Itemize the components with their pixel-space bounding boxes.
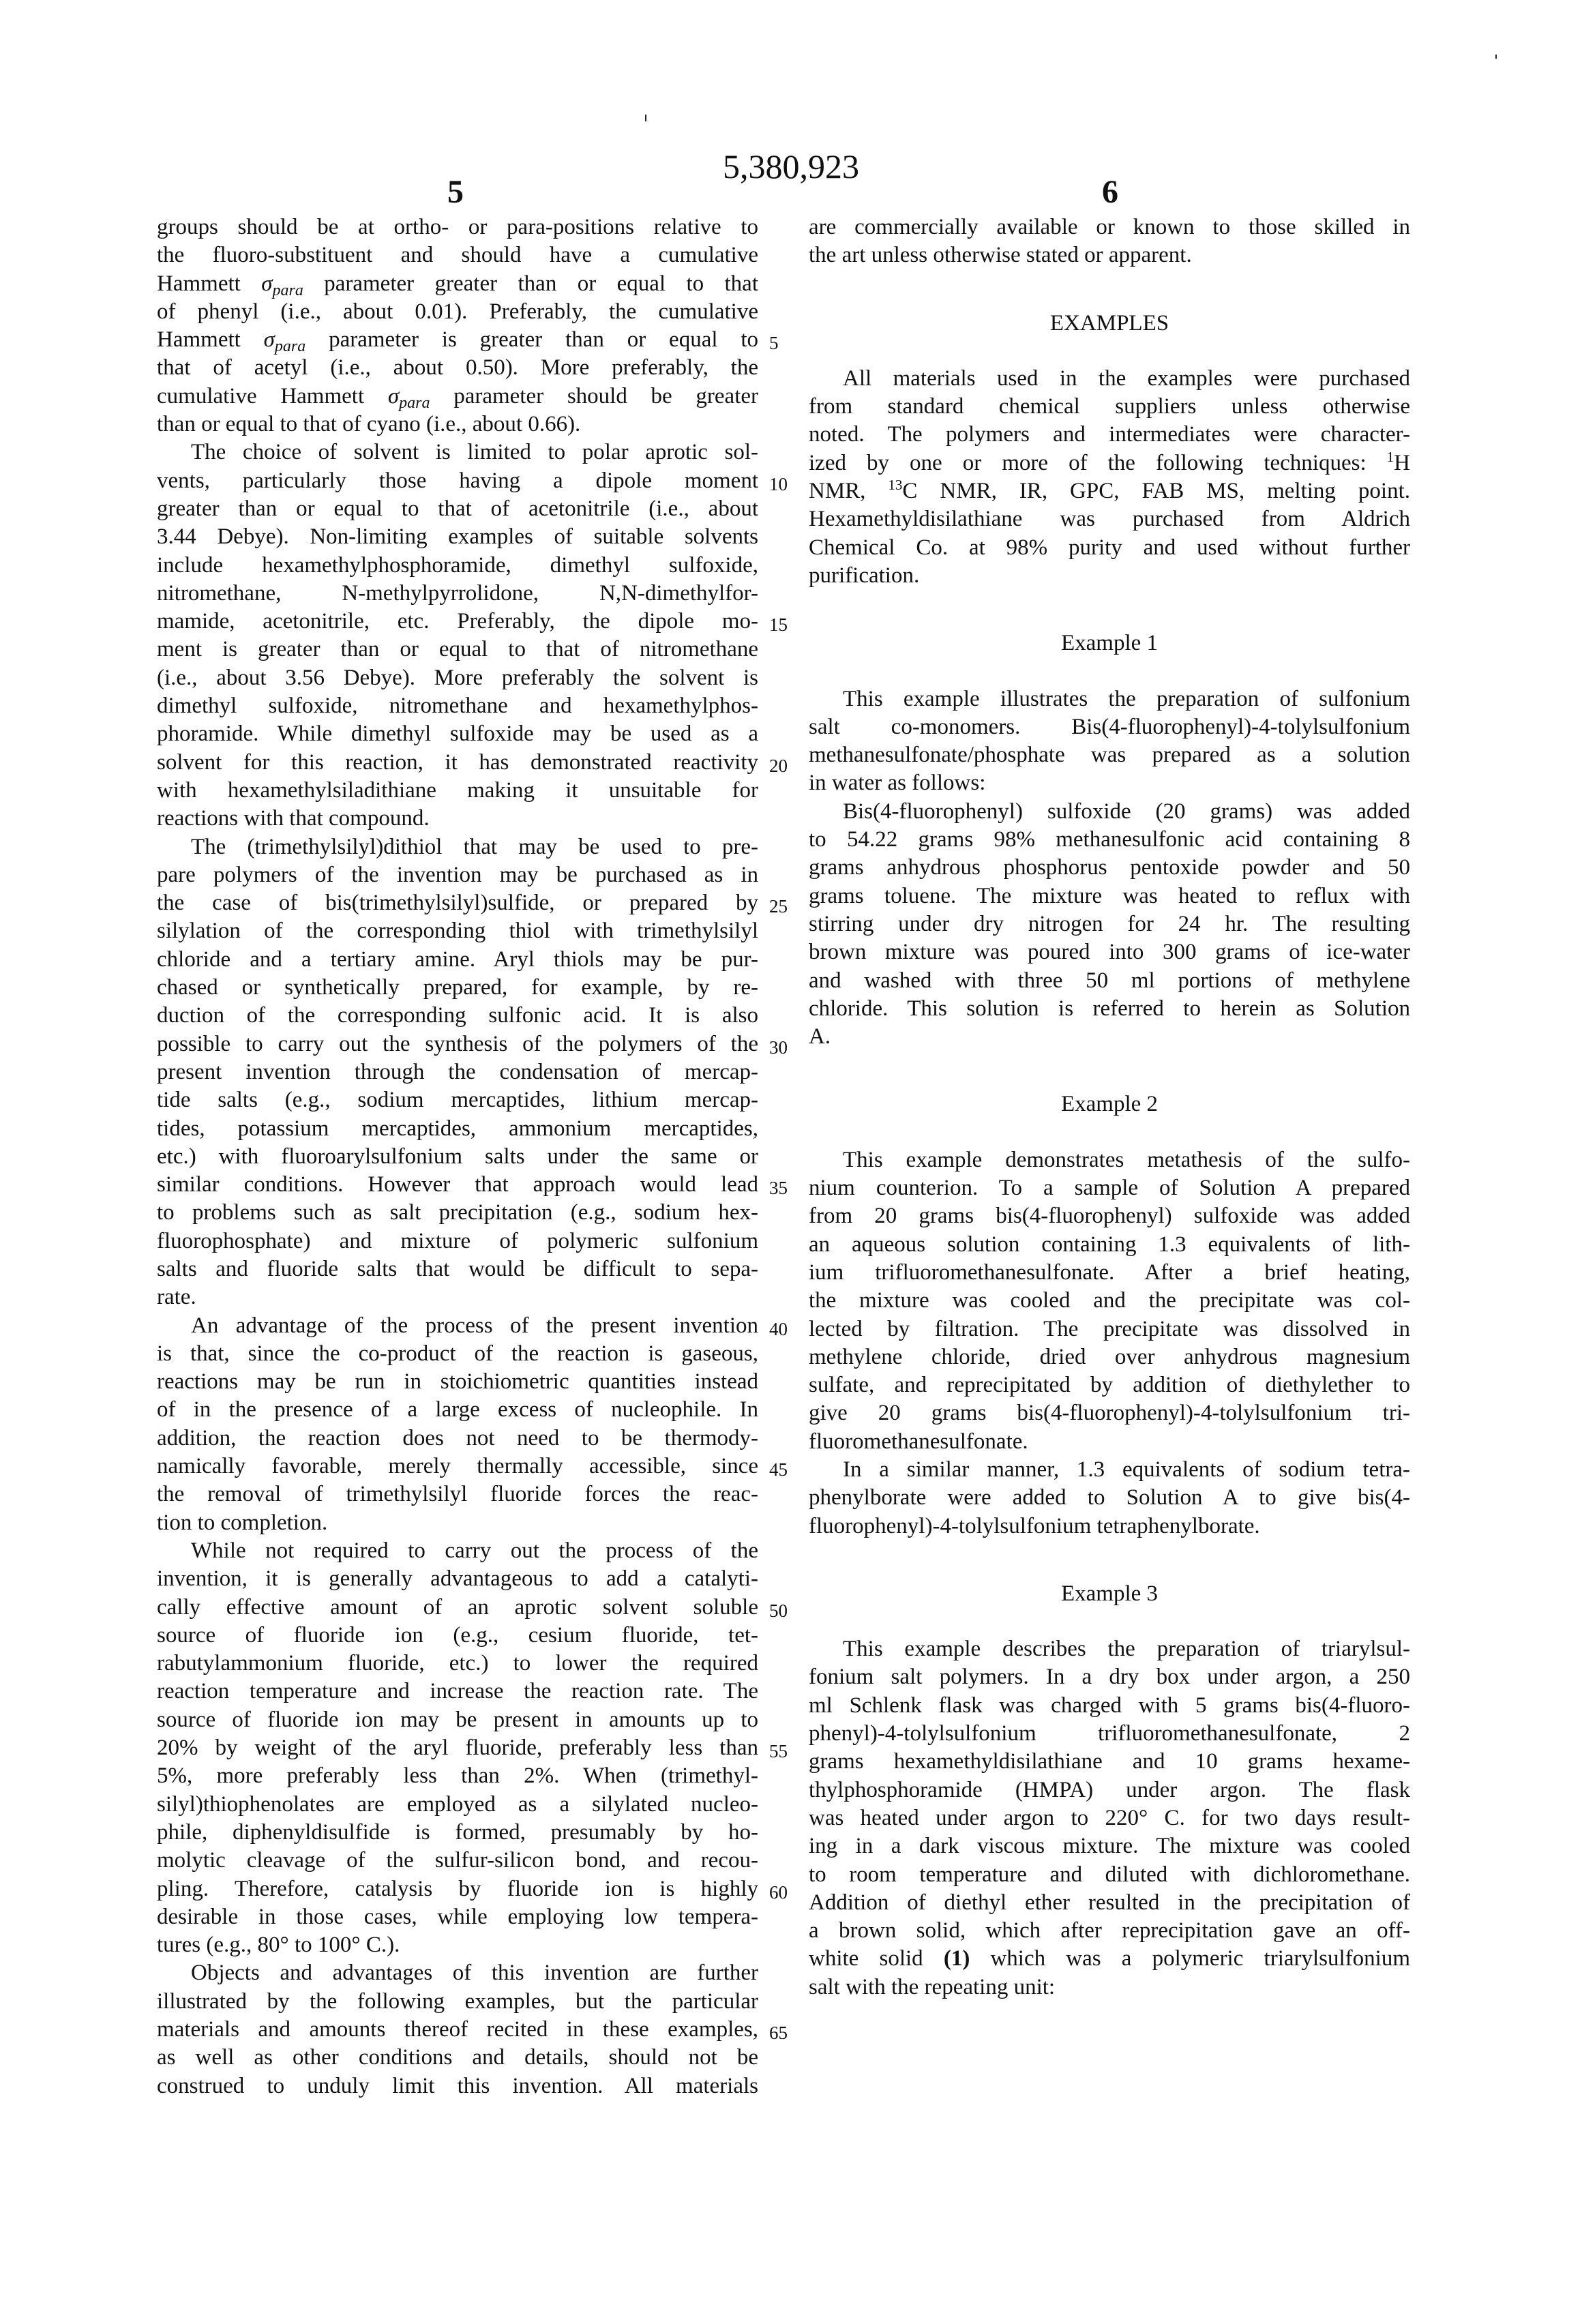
text-line: Objects and advantages of this invention are further [191,1961,758,1986]
text-line: the art unless otherwise stated or apparent. [809,243,1192,268]
text-line: dimethyl sulfoxide, nitromethane and hexamethylphos- [157,694,758,719]
text-line: grams hexamethyldisilathiane and 10 grams hexame- [809,1749,1410,1774]
text-line: Chemical Co. at 98% purity and used without further [809,535,1410,560]
sigma-symbol: σ [261,271,273,296]
right-text-column [809,213,1410,2001]
line-number: 15 [769,614,788,636]
text-line: possible to carry out the synthesis of the polymers of the [157,1031,758,1056]
text-line: ml Schlenk flask was charged with 5 grams bis(4-fluoro- [809,1693,1410,1718]
line-number: 55 [769,1741,788,1762]
text-line: chloride. This solution is referred to herein as Solution [809,996,1410,1021]
spacer [809,1608,1410,1635]
text-line: 20% by weight of the aryl fluoride, preferably less than [157,1735,758,1761]
text-line: tides, potassium mercaptides, ammonium mercaptides, [157,1116,758,1141]
text-line: While not required to carry out the process of the [191,1538,758,1563]
spacer [809,1119,1410,1146]
text-line: source of fluoride ion (e.g., cesium fluoride, tet- [157,1622,758,1648]
text-line: of in the presence of a large excess of nucleophile. In [157,1397,758,1422]
compound-label: (1) [943,1946,970,1971]
text-line: The (trimethylsilyl)dithiol that may be used to pre- [191,834,758,859]
text-line: noted. The polymers and intermediates were character- [809,422,1410,447]
text-line: materials and amounts thereof recited in these examples, [157,2017,758,2042]
text-line: cally effective amount of an aprotic solvent soluble [157,1594,758,1620]
text-line: tures (e.g., 80° to 100° C.). [157,1933,400,1958]
text-line: give 20 grams bis(4-fluorophenyl)-4-tolylsulfonium tri- [809,1401,1410,1426]
text-line: reactions may be run in stoichiometric quantities instead [157,1369,758,1395]
text-line: reactions with that compound. [157,806,430,831]
text-line: fluorophenyl)-4-tolylsulfonium tetraphenylborate. [809,1513,1260,1538]
text-line: silylation of the corresponding thiol with trimethylsilyl [157,919,758,944]
text-span: Hammett [157,271,262,296]
line-number: 10 [769,473,788,494]
text-span: ized by one or more of the following techniques: [809,450,1387,475]
subscript-para: para [272,281,303,299]
text-line: to room temperature and diluted with dichloromethane. [809,1862,1410,1887]
text-line: as well as other conditions and details, should not be [157,2045,758,2070]
text-line: than or equal to that of cyano (i.e., about 0.66). [157,412,581,437]
spacer [809,1051,1410,1090]
text-line: ment is greater than or equal to that of nitromethane [157,637,758,662]
text-line: of phenyl (i.e., about 0.01). Preferably, the cumulative [157,299,758,324]
text-line: nitromethane, N-methylpyrrolidone, N,N-dimethylfor- [157,580,758,606]
text-line: namically favorable, merely thermally accessible, since [157,1454,758,1479]
section-heading: EXAMPLES [1049,310,1169,336]
text-line: Hexamethyldisilathiane was purchased from Aldrich [809,507,1410,532]
text-line: the removal of trimethylsilyl fluoride forces the reac- [157,1482,758,1507]
text-line: The choice of solvent is limited to polar aprotic sol- [191,440,758,465]
text-line: This example describes the preparation of triarylsul- [843,1637,1410,1662]
text-line: pare polymers of the invention may be purchased as in [157,862,758,887]
section-heading: Example 2 [1060,1092,1159,1117]
text-line: the case of bis(trimethylsilyl)sulfide, or prepared by [157,891,758,916]
text-span: cumulative Hammett [157,383,388,408]
line-number: 50 [769,1600,788,1621]
subscript-para: para [399,393,430,412]
text-span: parameter greater than or equal to that [303,271,758,296]
line-number: 5 [769,333,779,354]
spacer [809,1540,1410,1580]
text-line: tion to completion. [157,1510,328,1535]
text-line: duction of the corresponding sulfonic acid. It is also [157,1003,758,1028]
text-line: An advantage of the process of the present invention [191,1313,758,1338]
text-line: A. [809,1024,831,1049]
text-line: sulfate, and reprecipitated by addition of diethylether to [809,1373,1410,1398]
text-line: phile, diphenyldisulfide is formed, presumably by ho- [157,1819,758,1845]
text-line: reaction temperature and increase the reaction rate. The [157,1679,758,1704]
text-line: All materials used in the examples were purchased [843,366,1410,391]
text-line: methylene chloride, dried over anhydrous magnesium [809,1344,1410,1369]
column-number-left: 5 [447,174,464,210]
text-line: an aqueous solution containing 1.3 equivalents of lith- [809,1232,1410,1257]
text-line: construed to unduly limit this invention. All materials [157,2073,758,2098]
text-line: to 54.22 grams 98% methanesulfonic acid containing 8 [809,827,1410,852]
text-line: 3.44 Debye). Non-limiting examples of suitable solvents [157,524,758,550]
text-line: in water as follows: [809,771,986,796]
text-line: fluoromethanesulfonate. [809,1429,1028,1454]
line-number: 20 [769,755,788,776]
text-line: fonium salt polymers. In a dry box under argon, a 250 [809,1665,1410,1690]
text-line: phoramide. While dimethyl sulfoxide may be used as a [157,721,758,747]
text-line: with hexamethylsiladithiane making it unsuitable for [157,777,758,803]
text-span: C NMR, IR, GPC, FAB MS, melting point. [902,479,1410,504]
text-line: chloride and a tertiary amine. Aryl thiols may be pur- [157,947,758,972]
scan-speck [645,115,646,121]
text-line: Addition of diethyl ether resulted in the precipitation of [809,1890,1410,1915]
text-line: from 20 grams bis(4-fluorophenyl) sulfoxide was added [809,1204,1410,1229]
left-text-column [157,213,758,2100]
text-line: include hexamethylphosphoramide, dimethyl sulfoxide, [157,552,758,578]
text-line: from standard chemical suppliers unless otherwise [809,394,1410,419]
text-line: the fluoro-substituent and should have a cumulative [157,243,758,268]
superscript: 13 [888,477,903,494]
text-line: groups should be at ortho- or para-positions relative to [157,215,758,239]
superscript: 1 [1386,448,1394,465]
text-line: the mixture was cooled and the precipitate was col- [809,1288,1410,1313]
text-line: to problems such as salt precipitation (e.g., sodium hex- [157,1200,758,1225]
text-line: was heated under argon to 220° C. for two days result- [809,1805,1410,1830]
text-line: are commercially available or known to those skilled in [809,215,1410,239]
text-line: pling. Therefore, catalysis by fluoride ion is highly [157,1876,758,1901]
text-line [809,477,1410,505]
text-line: silyl)thiophenolates are employed as a silylated nucleo- [157,1791,758,1817]
text-line [809,1945,1410,1973]
line-number: 30 [769,1037,788,1058]
text-line: rate. [157,1285,196,1310]
text-line: This example illustrates the preparation of sulfonium [843,686,1410,711]
text-line: greater than or equal to that of acetonitrile (i.e., about [157,496,758,521]
text-line: stirring under dry nitrogen for 24 hr. The resulting [809,911,1410,936]
text-line: molytic cleavage of the sulfur-silicon bond, and recou- [157,1848,758,1873]
text-span: Hammett [157,327,264,353]
text-line: and washed with three 50 ml portions of methylene [809,968,1410,993]
text-line: Bis(4-fluorophenyl) sulfoxide (20 grams) was added [843,799,1410,824]
text-line: (i.e., about 3.56 Debye). More preferably the solvent is [157,665,758,690]
line-number: 35 [769,1178,788,1199]
text-span: NMR, [809,479,889,504]
text-line: 5%, more preferably less than 2%. When (trimethyl- [157,1763,758,1789]
text-line: salt co-monomers. Bis(4-fluorophenyl)-4-tolylsulfonium [809,714,1410,739]
section-heading: Example 1 [1060,631,1159,656]
text-line: ium trifluoromethanesulfonate. After a brief heating, [809,1260,1410,1285]
text-line: etc.) with fluoroarylsulfonium salts under the same or [157,1144,758,1169]
text-span: parameter should be greater [430,383,758,408]
text-span: H [1394,450,1410,475]
text-line [157,383,758,411]
text-line [157,326,758,354]
text-line: ing in a dark viscous mixture. The mixture was cooled [809,1834,1410,1859]
text-line: chased or synthetically prepared, for example, by re- [157,975,758,1000]
line-number: 45 [769,1459,788,1480]
text-line: nium counterion. To a sample of Solution A prepared [809,1176,1410,1201]
spacer [809,270,1410,310]
line-number: 25 [769,896,788,917]
text-line: salt with the repeating unit: [809,1974,1056,1999]
sigma-symbol: σ [387,383,400,408]
text-line: a brown solid, which after reprecipitation gave an off- [809,1918,1410,1943]
text-line: present invention through the condensation of mercap- [157,1059,758,1084]
text-line: brown mixture was poured into 300 grams of ice-water [809,940,1410,965]
text-line: purification. [809,563,920,588]
text-line [809,449,1410,477]
text-line: salts and fluoride salts that would be difficult to sepa- [157,1256,758,1281]
text-line: phenyl)-4-tolylsulfonium trifluoromethanesulfonate, 2 [809,1721,1410,1746]
text-line: In a similar manner, 1.3 equivalents of sodium tetra- [843,1457,1410,1482]
text-line [157,270,758,298]
patent-number: 5,380,923 [723,147,859,185]
subscript-para: para [274,338,306,356]
text-line: thylphosphoramide (HMPA) under argon. The flask [809,1777,1410,1802]
column-number-right: 6 [1102,174,1118,210]
text-line: methanesulfonate/phosphate was prepared as a solution [809,743,1410,768]
text-line: addition, the reaction does not need to be thermody- [157,1425,758,1450]
text-line: invention, it is generally advantageous to add a catalyti- [157,1566,758,1592]
spacer [809,590,1410,629]
text-line: vents, particularly those having a dipole moment [157,468,758,493]
line-number: 60 [769,1881,788,1903]
text-line: grams toluene. The mixture was heated to reflux with [809,883,1410,908]
text-line: rabutylammonium fluoride, etc.) to lower the required [157,1651,758,1676]
line-number: 40 [769,1318,788,1339]
sigma-symbol: σ [263,327,275,353]
text-span: parameter is greater than or equal to [305,327,758,353]
text-span: which was a polymeric triarylsulfonium [970,1946,1410,1971]
text-line: fluorophosphate) and mixture of polymeric sulfonium [157,1228,758,1253]
text-line: solvent for this reaction, it has demonstrated reactivity [157,749,758,775]
text-line: lected by filtration. The precipitate was dissolved in [809,1316,1410,1341]
text-line: This example demonstrates metathesis of the sulfo- [843,1147,1410,1172]
scan-speck [1495,55,1497,59]
spacer [809,658,1410,685]
text-line: illustrated by the following examples, but the particular [157,1988,758,2014]
text-line: is that, since the co-product of the reaction is gaseous, [157,1341,758,1366]
spacer [809,338,1410,365]
text-line: source of fluoride ion may be present in amounts up to [157,1707,758,1732]
text-line: tide salts (e.g., sodium mercaptides, lithium mercap- [157,1088,758,1113]
text-line: mamide, acetonitrile, etc. Preferably, the dipole mo- [157,609,758,634]
text-line: that of acetyl (i.e., about 0.50). More preferably, the [157,355,758,381]
text-line: similar conditions. However that approach would lead [157,1172,758,1197]
line-number: 65 [769,2023,788,2044]
text-line: phenylborate were added to Solution A to give bis(4- [809,1485,1410,1510]
text-line: grams anhydrous phosphorus pentoxide powder and 50 [809,855,1410,880]
section-heading: Example 3 [1060,1581,1159,1606]
text-span: white solid [809,1946,944,1971]
text-line: desirable in those cases, while employing low tempera- [157,1904,758,1929]
